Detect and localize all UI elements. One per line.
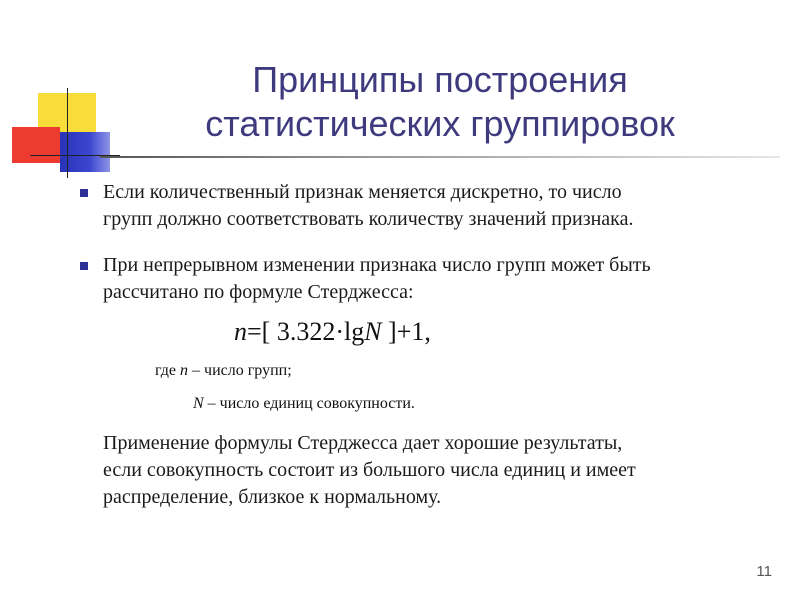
paragraph-line-3: распределение, близкое к нормальному. [103, 486, 442, 508]
where-text-2: – число единиц совокупности. [203, 395, 415, 412]
paragraph-line-1: Применение формулы Стерджесса дает хорошие результаты, [103, 432, 623, 454]
where-var-n: n [180, 362, 189, 379]
decor-red-square [12, 127, 60, 163]
conclusion-paragraph [103, 430, 783, 511]
title-line-2: статистических группировок [205, 103, 675, 144]
where-prefix: где [155, 362, 181, 379]
where-var-N: N [193, 395, 204, 412]
sturges-formula [234, 317, 431, 347]
slide-title [150, 58, 730, 146]
formula-n: n [234, 317, 247, 346]
bullet-2-line-2: рассчитано по формуле Стерджесса: [103, 281, 414, 303]
title-line-1: Принципы построения [252, 59, 628, 100]
paragraph-line-2: если совокупность состоит из большого числа единиц и имеет [103, 459, 636, 481]
where-text-1: – число групп; [188, 362, 292, 379]
bullet-1-line-2: групп должно соответствовать количеству значений признака. [103, 208, 634, 230]
bullet-square-icon [80, 189, 88, 197]
formula-end: ]+1, [381, 317, 431, 346]
bullet-1-line-1: Если количественный признак меняется дискретно, то число [103, 181, 622, 203]
bullet-item-2 [103, 252, 651, 306]
where-line-1 [155, 362, 292, 380]
formula-N: N [364, 317, 382, 346]
bullet-item-1 [103, 179, 633, 233]
bullet-2-line-1: При непрерывном изменении признака число групп может быть [103, 254, 651, 276]
where-line-2 [193, 395, 415, 413]
page-number: 11 [756, 563, 772, 580]
decor-vertical-line [67, 88, 68, 178]
bullet-square-icon [80, 262, 88, 270]
title-underline [100, 156, 780, 158]
formula-middle: =[ 3.322·lg [247, 317, 365, 346]
